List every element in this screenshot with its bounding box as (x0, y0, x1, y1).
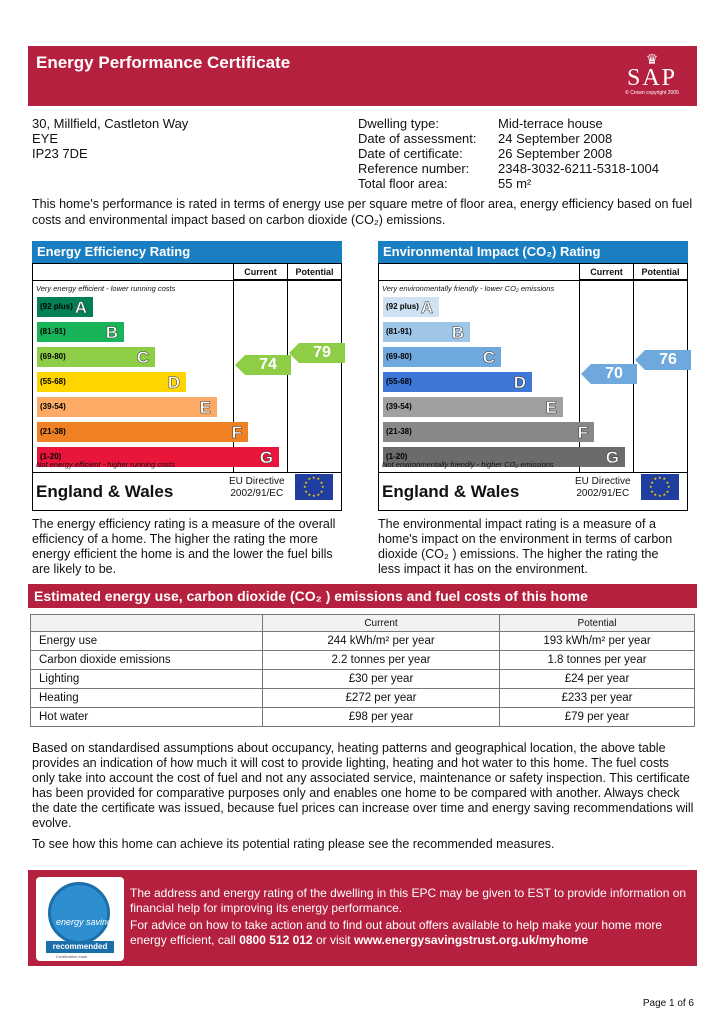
band-letter: G (259, 448, 273, 467)
est-text (130, 886, 690, 948)
environment-frame (378, 263, 688, 511)
band-range: (21-38) (40, 427, 66, 436)
band-range: (92 plus) (386, 302, 419, 311)
band-letter: D (513, 373, 526, 392)
band-letter: A (420, 298, 433, 317)
rating-band-c (383, 347, 501, 367)
environment-current-marker: 70 (591, 364, 637, 384)
rating-band-a (37, 297, 93, 317)
certificate-header (28, 46, 697, 106)
rating-band-b (383, 322, 470, 342)
rating-band-e (383, 397, 563, 417)
efficiency-col-current: Current (233, 264, 287, 280)
efficiency-description: The energy efficiency rating is a measure of the overall efficiency of a home. The higher the rating the more energy efficient the home is and the lower the fuel bills are likely to be. (32, 517, 336, 576)
efficiency-col-potential: Potential (287, 264, 341, 280)
info-row-reference: Reference number: 2348-3032-6211-5318-1004 (358, 161, 659, 176)
logo-recommended-text: recommended (46, 941, 114, 953)
environmental-impact-rating (378, 241, 688, 509)
band-letter: B (105, 323, 118, 342)
energy-saving-trust-panel (28, 870, 697, 966)
sap-logo-text: SAP (626, 65, 678, 91)
address-postcode: IP23 7DE (32, 146, 88, 161)
band-letter: E (199, 398, 211, 417)
info-row-certificate: Date of certificate: 26 September 2008 (358, 146, 613, 161)
band-letter: D (167, 373, 180, 392)
dwelling-info (358, 116, 659, 191)
efficiency-top-note: Very energy efficient - lower running costs (36, 284, 176, 293)
band-range: (1-20) (386, 452, 408, 461)
table-row: Energy use 244 kWh/m² per year 193 kWh/m² per year (31, 632, 695, 651)
band-range: (55-68) (386, 377, 412, 386)
band-range: (55-68) (40, 377, 66, 386)
band-letter: F (577, 423, 588, 442)
environment-description: The environmental impact rating is a measure of a home's impact on the environment in terms of carbon dioxide (CO₂ ) emissions. The higher the rating the less impact it has on the environment. (378, 517, 673, 576)
est-phone: 0800 512 012 (239, 933, 313, 947)
band-letter: C (482, 348, 495, 367)
costs-header-row (31, 615, 695, 632)
est-text-1: The address and energy rating of the dwelling in this EPC may be given to EST to provide information on financial help for improving its energy performance. (130, 886, 687, 915)
environment-bottom-note: Not environmentally friendly - higher CO₂ emissions (382, 460, 554, 469)
table-row: Hot water £98 per year £79 per year (31, 708, 695, 727)
band-range: (81-91) (386, 327, 412, 336)
band-letter: A (74, 298, 87, 317)
environment-region: England & Wales (382, 482, 520, 501)
intro-text: This home's performance is rated in terms of energy use per square metre of floor area, energy efficiency based on fuel costs and environmental impact based on carbon dioxide (CO₂) emissions. (32, 197, 693, 227)
band-range: (39-54) (386, 402, 412, 411)
logo-certification-mark: Certification mark (56, 954, 88, 959)
costs-col-current: Current (263, 615, 500, 632)
rating-band-a (383, 297, 439, 317)
table-row: Heating £272 per year £233 per year (31, 689, 695, 708)
assumptions-paragraph: Based on standardised assumptions about occupancy, heating patterns and geographical location, the above table provides an indication of how much it will cost to provide lighting, heating and hot water to this home. The fuel costs only take into account the cost of fuel and not any associated service, maintenance or safety inspection. This certificate has been provided for comparative purposes only and enables one home to be compared with another. Always check the date the certificate was issued, because fuel prices can increase over time and energy saving recommendations will evolve. (32, 741, 694, 830)
efficiency-region: England & Wales (36, 482, 174, 501)
eu-flag-icon: ★ ★ ★ ★ ★ ★ ★ ★ ★ ★ ★ ★ (641, 474, 679, 500)
certificate-title: Energy Performance Certificate (36, 53, 291, 72)
rating-band-d (37, 372, 186, 392)
band-range: (1-20) (40, 452, 62, 461)
environment-title: Environmental Impact (CO₂) Rating (378, 241, 688, 263)
costs-col-potential: Potential (500, 615, 695, 632)
property-address (32, 116, 188, 161)
rating-band-f (383, 422, 594, 442)
info-row-assessment: Date of assessment: 24 September 2008 (358, 131, 613, 146)
efficiency-current-marker: 74 (245, 355, 291, 375)
efficiency-frame (32, 263, 342, 511)
est-url: www.energysavingstrust.org.uk/myhome (353, 933, 589, 947)
efficiency-title: Energy Efficiency Rating (32, 241, 342, 263)
rating-band-f (37, 422, 248, 442)
rating-band-e (37, 397, 217, 417)
band-letter: B (451, 323, 464, 342)
eu-flag-icon: ★ ★ ★ ★ ★ ★ ★ ★ ★ ★ ★ ★ (295, 474, 333, 500)
band-letter: G (605, 448, 619, 467)
environment-top-note: Very environmentally friendly - lower CO₂ emissions (382, 284, 555, 293)
potential-rating-paragraph: To see how this home can achieve its potential rating please see the recommended measures. (32, 837, 555, 851)
environment-col-current: Current (579, 264, 633, 280)
band-range: (21-38) (386, 427, 412, 436)
environment-potential-marker: 76 (645, 350, 691, 370)
band-range: (92 plus) (40, 302, 73, 311)
band-range: (69-80) (386, 352, 412, 361)
sap-copyright: © Crown copyright 2005 (625, 90, 679, 96)
band-range: (39-54) (40, 402, 66, 411)
address-line-1: 30, Millfield, Castleton Way (32, 116, 189, 131)
rating-band-c (37, 347, 155, 367)
table-row: Carbon dioxide emissions 2.2 tonnes per year 1.8 tonnes per year (31, 651, 695, 670)
crown-icon: ♛ (645, 51, 659, 67)
sap-logo (617, 52, 687, 102)
rating-band-b (37, 322, 124, 342)
environment-col-potential: Potential (633, 264, 687, 280)
environment-eu-directive: EU Directive 2002/91/EC (575, 476, 631, 499)
table-row: Lighting £30 per year £24 per year (31, 670, 695, 689)
info-row-floor-area: Total floor area: 55 m² (358, 176, 532, 191)
rating-band-d (383, 372, 532, 392)
efficiency-eu-directive: EU Directive 2002/91/EC (229, 476, 285, 499)
energy-saving-circle-icon (48, 882, 113, 944)
costs-title: Estimated energy use, carbon dioxide (CO₂ ) emissions and fuel costs of this home (28, 584, 697, 608)
efficiency-potential-marker: 79 (299, 343, 345, 363)
band-letter: E (545, 398, 557, 417)
efficiency-bottom-note: Not energy efficient - higher running costs (36, 460, 175, 469)
page-number: Page 1 of 6 (642, 998, 694, 1009)
band-letter: F (231, 423, 242, 442)
energy-efficiency-rating (32, 241, 342, 509)
costs-table (30, 614, 695, 727)
band-range: (69-80) (40, 352, 66, 361)
band-range: (81-91) (40, 327, 66, 336)
band-letter: C (136, 348, 149, 367)
energy-saving-recommended-logo (36, 877, 124, 961)
info-row-type: Dwelling type: Mid-terrace house (358, 116, 603, 131)
est-text-2: For advice on how to take action and to find out about offers available to help make your home more energy efficient, call 0800 512 012 or visit www.energysavingstrust.org.uk/myhome (130, 918, 663, 947)
address-line-2: EYE (32, 131, 59, 146)
logo-energy-saving-text: energy saving (56, 917, 113, 927)
